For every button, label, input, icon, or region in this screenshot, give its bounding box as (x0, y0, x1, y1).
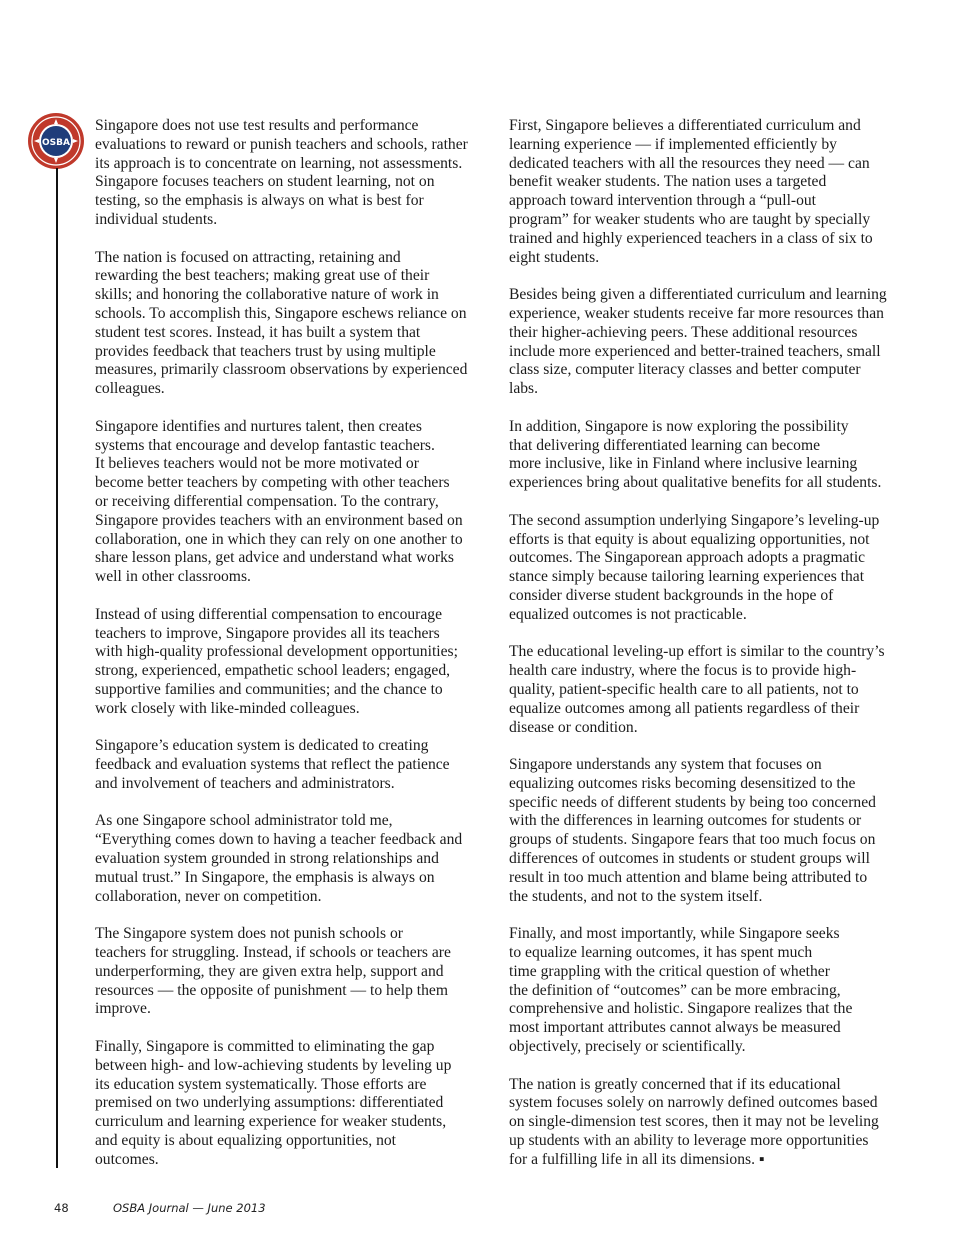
osba-seal-logo (27, 112, 85, 170)
left-paragraph: Singapore identifies and nurtures talent, then creates systems that encourage and develop fantastic teachers. It believes teachers would not be more motivated or become better teachers by competing with other teachers or receiving differential compensation. To the contrary, Singapore provides teachers with an environment based on collaboration, one in which they can rely on one another to share lesson plans, get advice and understand what works well in other classrooms. (95, 417, 463, 586)
left-paragraph: The nation is focused on attracting, retaining and rewarding the best teachers; making great use of their skills; and honoring the collaborative nature of work in schools. To accomplish this, Singapore eschews reliance on student test scores. Instead, it has built a system that provides feedback that teachers trust by using multiple measures, primarily classroom observations by experienced colleagues. (95, 248, 468, 398)
right-paragraph: The nation is greatly concerned that if its educational system focuses solely on narrowly defined outcomes based on single-dimension test scores, then it may not be leveling up students with an ability to leverage more opportunities for a fulfilling life in all its dimensions. ▪ (509, 1075, 879, 1168)
right-column (509, 117, 907, 1170)
osba-seal-icon (27, 112, 85, 170)
right-paragraph: The second assumption underlying Singapore’s leveling-up efforts is that equity is about equalizing opportunities, not outcomes. The Singaporean approach adopts a pragmatic stance simply because tailoring learning experiences that consider diverse student backgrounds in the hope of equalized outcomes is not practicable. (509, 511, 880, 623)
right-paragraph: Singapore understands any system that focuses on equalizing outcomes risks becoming desensitized to the specific needs of different students by being too concerned with the differences in learning outcomes for students or groups of students. Singapore fears that too much focus on differences of outcomes in students or student groups will result in too much attention and blame being attributed to the students, and not to the system itself. (509, 756, 876, 905)
left-paragraph: Instead of using differential compensation to encourage teachers to improve, Singapore provides all its teachers with high-quality professional development opportunities; strong, experienced, empathetic school leaders; engaged, supportive families and communities; and the chance to work closely with like-minded colleagues. (95, 605, 458, 717)
left-paragraph: Singapore’s education system is dedicated to creating feedback and evaluation systems that reflect the patience and involvement of teachers and administrators. (95, 737, 450, 792)
left-paragraph: Singapore does not use test results and performance evaluations to reward or punish teachers and schools, rather its approach is to concentrate on learning, not assessments. Singapore focuses teachers on student learning, not on testing, so the emphasis is always on what is best for individual students. (95, 117, 468, 228)
page-number: 48 (54, 1201, 69, 1215)
left-paragraph: As one Singapore school administrator told me, “Everything comes down to having a teacher feedback and evaluation system grounded in strong relationships and mutual trust.” In Singapore, the emphasis is always on collaboration, never on competition. (95, 812, 463, 905)
right-paragraph: Besides being given a differentiated curriculum and learning experience, weaker students receive far more resources than their higher-achieving peers. These additional resources include more experienced and better-trained teachers, small class size, computer literacy classes and better computer labs. (509, 286, 887, 398)
right-paragraph: The educational leveling-up effort is similar to the country’s health care industry, where the focus is to provide high- quality, patient-specific health care to all patients, not to equalize outcomes among all patients regardless of their disease or condition. (509, 643, 885, 736)
left-paragraph: Finally, Singapore is committed to eliminating the gap between high- and low-achieving students by leveling up its education system systematically. Those efforts are premised on two underlying assumptions: differentiated curriculum and learning experience for weaker students, and equity is about equalizing opportunities, not outcomes. (95, 1038, 452, 1168)
right-paragraph: Finally, and most importantly, while Singapore seeks to equalize learning outcomes, it has spent much time grappling with the critical question of whether the definition of “outcomes” can be more embracing, comprehensive and holistic. Singapore realizes that the most important attributes cannot always be measured objectively, precisely or scientifically. (509, 925, 853, 1056)
right-paragraph: In addition, Singapore is now exploring the possibility that delivering differentiated learning can become more inclusive, like in Finland where inclusive learning experiences bring about qualitative benefits for all students. (509, 417, 882, 492)
left-paragraph: The Singapore system does not punish schools or teachers for struggling. Instead, if schools or teachers are underperforming, they are given extra help, support and resources — the opposite of punishment — to help them improve. (95, 925, 451, 1018)
right-paragraph: First, Singapore believes a differentiated curriculum and learning experience — if implemented efficiently by dedicated teachers with all the resources they need — can benefit weaker students. The nation uses a targeted approach toward intervention through a “pull-out program” for weaker students who are taught by specially trained and highly experienced teachers in a class of six to eight students. (509, 117, 873, 266)
vertical-rule (56, 168, 58, 1168)
journal-footer: OSBA Journal — June 2013 (113, 1201, 266, 1215)
left-column (95, 117, 495, 1170)
seal-lettering: OSBA (42, 138, 70, 148)
